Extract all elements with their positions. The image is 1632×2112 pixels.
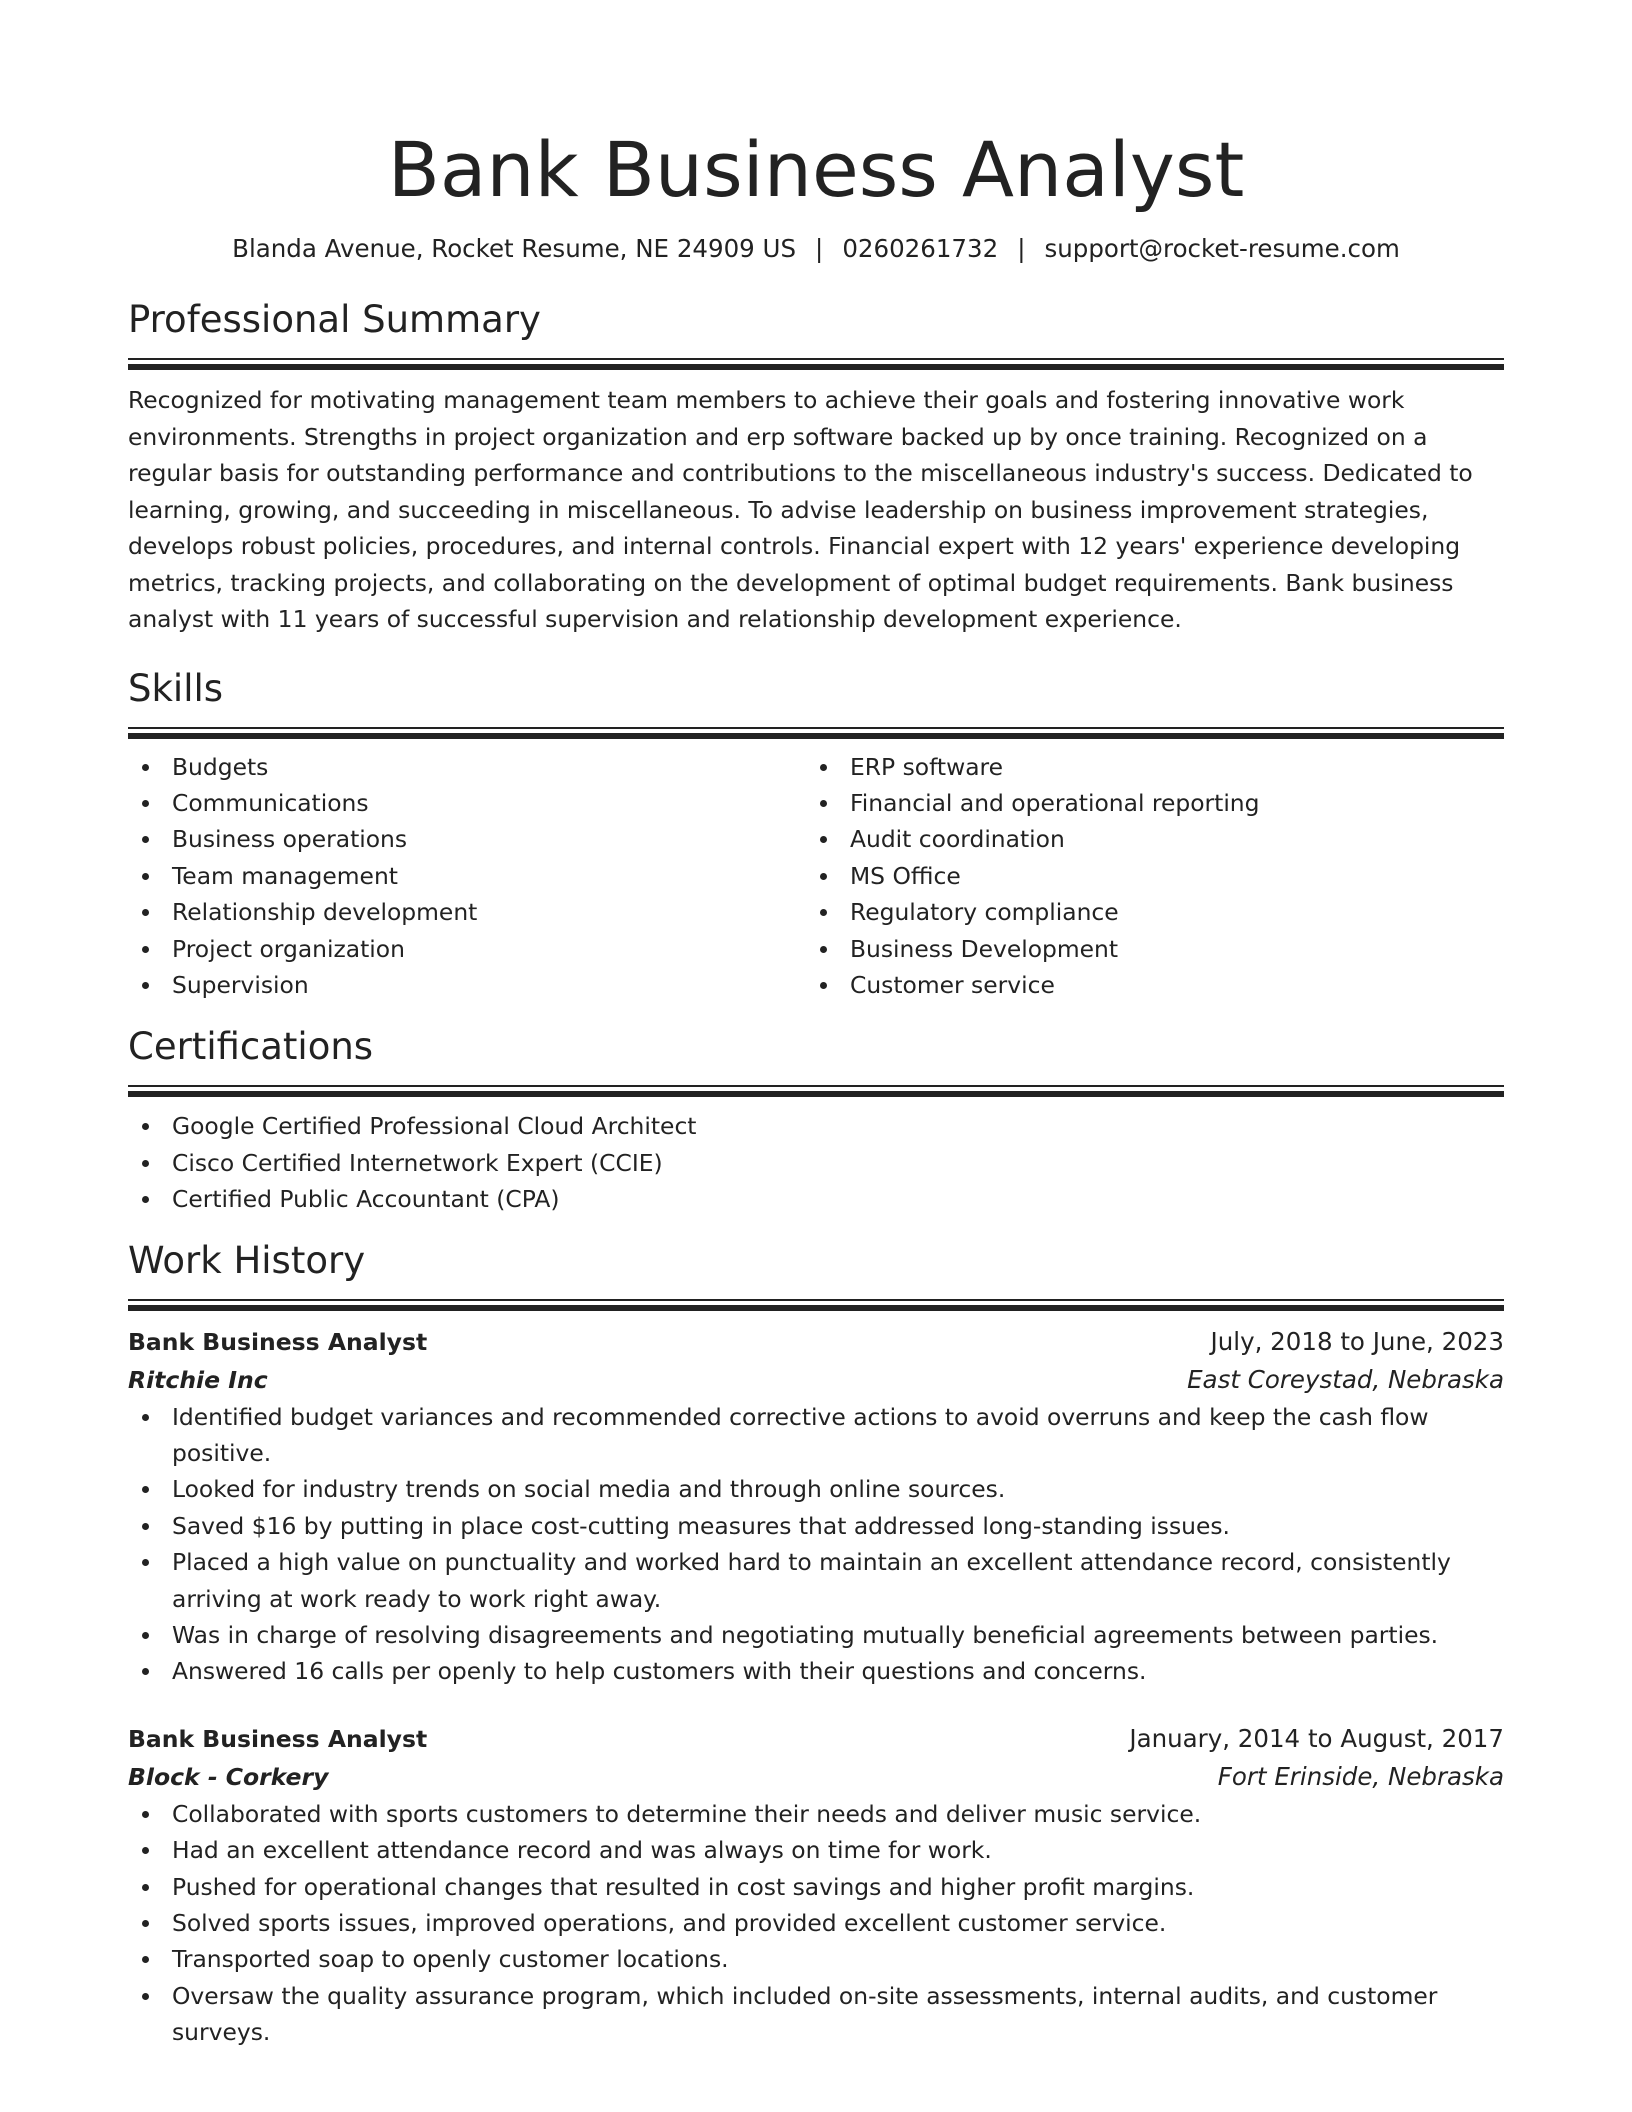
skill-item: MS Office — [806, 858, 1484, 894]
skill-item: Customer service — [806, 967, 1484, 1003]
skill-item: Regulatory compliance — [806, 894, 1484, 930]
skill-item: Relationship development — [128, 894, 806, 930]
job-bullet: Had an excellent attendance record and was always on time for work. — [128, 1832, 1504, 1868]
summary-section — [128, 296, 1504, 638]
job-entry — [128, 1720, 1504, 2051]
job-dates: July, 2018 to June, 2023 — [1210, 1326, 1504, 1356]
job-header — [128, 1323, 1504, 1361]
certification-item: Google Certified Professional Cloud Architect — [128, 1108, 1504, 1144]
job-bullet: Answered 16 calls per openly to help customers with their questions and concerns. — [128, 1653, 1504, 1689]
skill-item: Business Development — [806, 931, 1484, 967]
job-bullets — [128, 1399, 1504, 1690]
skills-section — [128, 665, 1504, 1004]
contact-line — [128, 232, 1504, 266]
job-subheader — [128, 1361, 1504, 1399]
job-title: Bank Business Analyst — [128, 1327, 428, 1356]
job-location: East Coreystad, Nebraska — [1187, 1364, 1504, 1394]
contact-phone: 0260261732 — [842, 234, 999, 263]
resume-name: Bank Business Analyst — [387, 125, 1245, 214]
skill-item: Audit coordination — [806, 821, 1484, 857]
resume-page — [128, 0, 1504, 2051]
certification-item: Cisco Certified Internetwork Expert (CCIE) — [128, 1145, 1504, 1181]
job-bullet: Identified budget variances and recommended corrective actions to avoid overruns and keep the cash flow positive. — [128, 1399, 1504, 1472]
contact-separator: | — [1017, 234, 1026, 263]
contact-separator: | — [815, 234, 824, 263]
skills-list-right — [806, 749, 1484, 1004]
job-bullet: Collaborated with sports customers to determine their needs and deliver music service. — [128, 1796, 1504, 1832]
job-dates: January, 2014 to August, 2017 — [1129, 1723, 1504, 1753]
section-title-summary: Professional Summary — [128, 298, 541, 341]
contact-email: support@rocket-resume.com — [1044, 234, 1400, 263]
section-divider — [128, 727, 1504, 739]
job-title: Bank Business Analyst — [128, 1724, 428, 1753]
skill-item: Budgets — [128, 749, 806, 785]
certifications-section — [128, 1023, 1504, 1217]
skill-item: Project organization — [128, 931, 806, 967]
section-title-skills: Skills — [128, 666, 224, 710]
job-bullet: Was in charge of resolving disagreements and negotiating mutually beneficial agreements between parties. — [128, 1617, 1504, 1653]
skills-grid — [128, 749, 1504, 1004]
section-title-certifications: Certifications — [128, 1025, 374, 1069]
summary-text: Recognized for motivating management team members to achieve their goals and fostering innovative work environments. Strengths in project organization and erp software backed up by once training. Recognized on a regular basis for outstanding performance and contributions to the miscellaneous industry's success. Dedicated to learning, growing, and succeeding in miscellaneous. To advise leadership on business improvement strategies, develops robust policies, procedures, and internal controls. Financial expert with 12 years' experience developing metrics, tracking projects, and collaborating on the development of optimal budget requirements. Bank business analyst with 11 years of successful supervision and relationship development experience. — [128, 386, 1473, 633]
job-company: Block - Corkery — [128, 1762, 329, 1791]
job-header — [128, 1720, 1504, 1758]
job-subheader — [128, 1758, 1504, 1796]
work-history-section — [128, 1237, 1504, 2051]
job-entry — [128, 1323, 1504, 1690]
job-bullet: Saved $16 by putting in place cost-cutting measures that addressed long-standing issues. — [128, 1508, 1504, 1544]
job-bullet: Solved sports issues, improved operations, and provided excellent customer service. — [128, 1905, 1504, 1941]
job-company: Ritchie Inc — [128, 1365, 268, 1394]
job-bullet: Placed a high value on punctuality and worked hard to maintain an excellent attendance record, consistently arriving at work ready to work right away. — [128, 1544, 1504, 1617]
job-bullet: Transported soap to openly customer locations. — [128, 1941, 1504, 1977]
certifications-list — [128, 1108, 1504, 1217]
section-divider — [128, 1085, 1504, 1097]
job-bullets — [128, 1796, 1504, 2051]
skill-item: Supervision — [128, 967, 806, 1003]
skill-item: ERP software — [806, 749, 1484, 785]
contact-address: Blanda Avenue, Rocket Resume, NE 24909 US — [232, 234, 797, 263]
section-title-work-history: Work History — [128, 1238, 366, 1282]
skill-item: Financial and operational reporting — [806, 785, 1484, 821]
certification-item: Certified Public Accountant (CPA) — [128, 1181, 1504, 1217]
section-divider — [128, 1299, 1504, 1311]
skill-item: Team management — [128, 858, 806, 894]
job-bullet: Pushed for operational changes that resulted in cost savings and higher profit margins. — [128, 1869, 1504, 1905]
job-location: Fort Erinside, Nebraska — [1217, 1761, 1504, 1791]
skills-list-left — [128, 749, 806, 1004]
skill-item: Business operations — [128, 821, 806, 857]
job-bullet: Looked for industry trends on social media and through online sources. — [128, 1471, 1504, 1507]
job-bullet: Oversaw the quality assurance program, which included on-site assessments, internal audits, and customer surveys. — [128, 1978, 1504, 2051]
section-divider — [128, 358, 1504, 370]
skill-item: Communications — [128, 785, 806, 821]
